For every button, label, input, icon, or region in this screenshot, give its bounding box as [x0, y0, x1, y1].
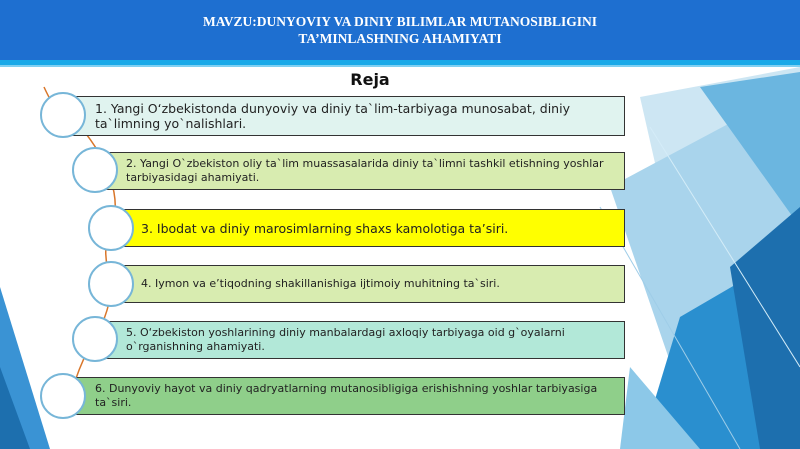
- slide-header: [0, 0, 800, 60]
- plan-item-6-marker: [40, 373, 86, 419]
- plan-item-3: [122, 209, 625, 247]
- plan-item-5-marker: [72, 316, 118, 362]
- plan-item-6-text: 6. Dunyoviy hayot va diniy qadryatlarning mutanosibligiga erishishning yoshlar tarbiyasiga ta`siri.: [95, 382, 598, 409]
- plan-item-4: [120, 265, 625, 303]
- plan-item-2-marker: [72, 147, 118, 193]
- plan-item-2-text: 2. Yangi O`zbekiston oliy ta`lim muassasalarida diniy ta`limni tashkil etishning yoshlar tarbiyasidagi ahamiyati.: [126, 157, 604, 184]
- plan-heading: Reja: [350, 70, 390, 89]
- plan-item-5: [105, 321, 625, 359]
- slide-title-line-1: MAVZU:DUNYOVIY VA DINIY BILIMLAR MUTANOSIBLIGINI: [202, 14, 598, 29]
- plan-item-1-marker: [40, 92, 86, 138]
- plan-item-1-text: 1. Yangi O‘zbekistonda dunyoviy va diniy ta`lim-tarbiyaga munosabat, diniy ta`limning yo`nalishlari.: [95, 101, 570, 131]
- plan-item-3-marker: [88, 205, 134, 251]
- slide-title-line-2: TA’MINLASHNING AHAMIYATI: [298, 31, 502, 46]
- plan-item-4-text: 4. Iymon va e’tiqodning shakillanishiga ijtimoiy muhitning ta`siri.: [141, 277, 500, 290]
- plan-item-1: [72, 96, 625, 136]
- plan-item-4-marker: [88, 261, 134, 307]
- plan-item-5-text: 5. O‘zbekiston yoshlarining diniy manbalardagi axloqiy tarbiyaga oid g`oyalarni o`rganishning ahamiyati.: [126, 326, 565, 353]
- plan-item-3-text: 3. Ibodat va diniy marosimlarning shaxs kamolotiga ta’siri.: [141, 220, 509, 236]
- plan-item-6: [72, 377, 625, 415]
- plan-item-2: [105, 152, 625, 190]
